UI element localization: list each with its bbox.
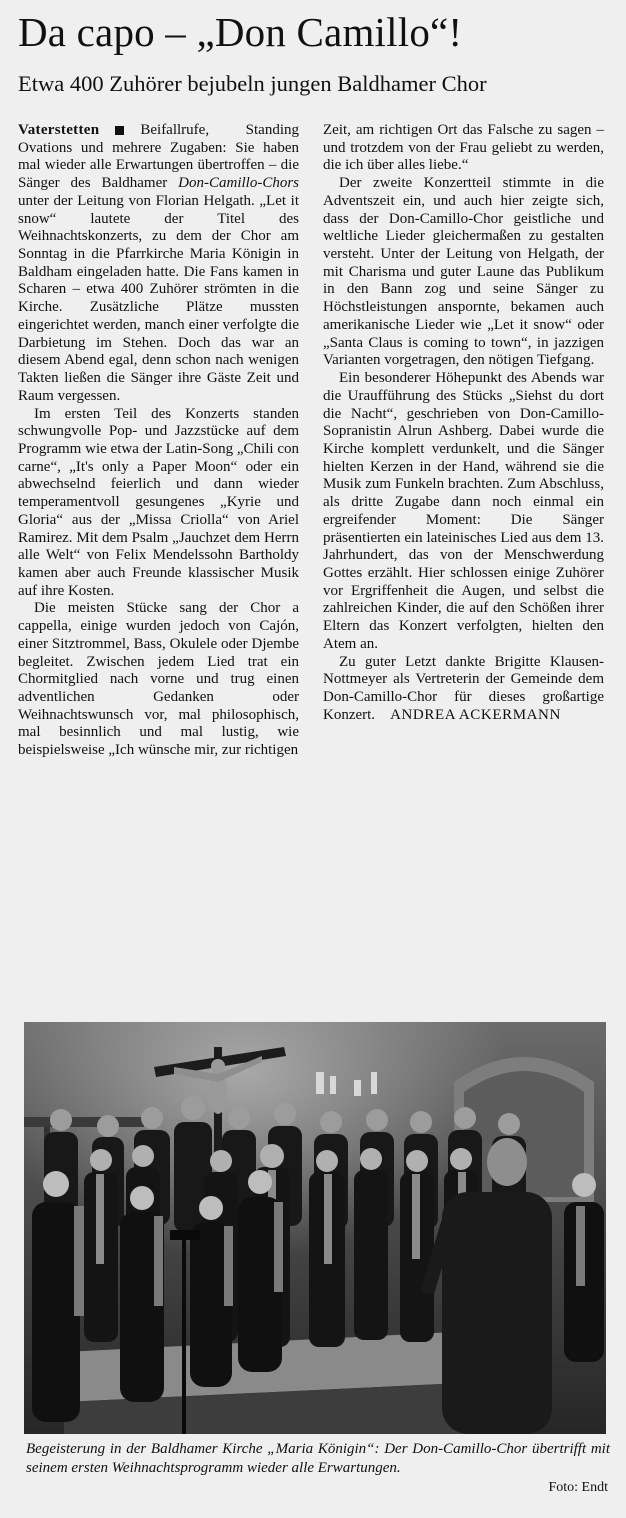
article-paragraph-continued: Zeit, am richtigen Ort das Falsche zu sagen – und trotzdem von der Frau geliebt zu werden, die ich über alles liebe.“ <box>323 122 604 174</box>
dateline: Vaterstetten <box>18 122 100 138</box>
article-column-left <box>18 122 299 760</box>
paragraph-text: Zu guter Letzt dankte Brigitte Klausen-Nottmeyer als Vertreterin der Gemeinde dem Don-Camillo-Chor für dieses großartige Konzert. <box>323 653 604 723</box>
author-byline: ANDREA ACKERMANN <box>390 706 561 723</box>
subheadline: Etwa 400 Zuhörer bejubeln jungen Baldhamer Chor <box>18 71 487 96</box>
article-paragraph-split: Die meisten Stücke sang der Chor a cappella, einige wurden jedoch von Cajón, einer Sitztrommel, Bass, Okulele oder Djembe begleitet. Zwischen jedem Lied trat ein Chormitglied nach vorne und trug einen adventlichen Gedanken oder Weihnachtswunsch vor, mal philosophisch, mal besinnlich und mal lustig, wie beispielsweise „Ich wünsche mir, zur richtigen <box>18 600 299 759</box>
photo-caption: Begeisterung in der Baldhamer Kirche „Maria Königin“: Der Don-Camillo-Chor übertrifft mit seinem ersten Weihnachtsprogramm wieder alle Erwartungen. <box>26 1441 610 1476</box>
article-paragraph <box>323 654 604 725</box>
paragraph-text: unter der Leitung von Florian Helgath. „Let it snow“ lautete der Titel des Weihnachtskonzerts, zu dem der Chor am Sonntag in die Pfarrkirche Maria Königin in Baldham eingeladen hatte. Die Fans kamen in Scharen – etwa 400 Zuhörer strömten in die Kirche. Zusätzliche Plätze mussten eingerichtet werden, manch einer verfolgte die Darbietung im Stehen. Doch das war an diesem Abend egal, denn schon nach wenigen Takten ließen die Sänger ihre Gäste Zeit und Raum vergessen. <box>18 192 299 404</box>
article-paragraph: Im ersten Teil des Konzerts standen schwungvolle Pop- und Jazzstücke auf dem Programm wie etwa der Latin-Song „Chili con carne“, „It's only a Paper Moon“ oder ein abwechselnd feierlich und dann wieder temperamentvoll gesungenes „Kyrie und Gloria“ aus der „Missa Criolla“ von Ariel Ramirez. Mit dem Psalm „Jauchzet dem Herrn alle Welt“ von Felix Mendelssohn Bartholdy kamen aber auch Freunde klassischer Musik auf ihre Kosten. <box>18 405 299 599</box>
article-paragraph: Der zweite Konzertteil stimmte in die Adventszeit ein, und auch hier zeigte sich, dass der Don-Camillo-Chor geistliche und weltliche Lieder gleichermaßen zu gestalten versteht. Unter der Leitung von Helgath, der mit Charisma und guter Laune das Publikum in den Bann zog und seine Sänger zu Höchstleistungen anspornte, bekamen auch amerikanische Lieder wie „Let it snow“ oder „Santa Claus is coming to town“, in jazzigen Varianten vorgetragen, den nötigen Tiefgang. <box>323 175 604 369</box>
article-paragraph <box>18 122 299 406</box>
choir-photo <box>24 1022 606 1434</box>
choir-name: Don-Camillo-Chors <box>178 175 299 192</box>
photo-credit: Foto: Endt <box>548 1480 608 1495</box>
paragraph-text: Beifallrufe, Standing Ovations und mehrere Zugaben: Sie haben mal wieder alle Erwartungen übertroffen – die Sänger des Baldhamer <box>18 122 299 192</box>
headline: Da capo – „Don Camillo“! <box>18 9 463 55</box>
article-column-right <box>323 122 604 724</box>
article-paragraph: Ein besonderer Höhepunkt des Abends war die Uraufführung des Stücks „Siehst du dort die Nacht“, geschrieben von Don-Camillo-Sopranistin Alrun Ashberg. Dabei wurde die Kirche komplett verdunkelt, und die Sänger hielten Kerzen in der Hand, während sie die Musik zum Funkeln brachten. Zum Abschluss, als dritte Zugabe dann noch einmal ein ergreifender Moment: Die Sänger präsentierten ein lateinisches Lied aus dem 13. Jahrhundert, das von der Menschwerdung Gottes erzählt. Hier schlossen einige Zuhörer vor Ergriffenheit die Augen, und selbst die zahlreichen Kinder, die auf den Schößen ihrer Eltern das Konzert verfolgten, hielten den Atem an. <box>323 370 604 652</box>
square-bullet-icon <box>115 126 124 135</box>
